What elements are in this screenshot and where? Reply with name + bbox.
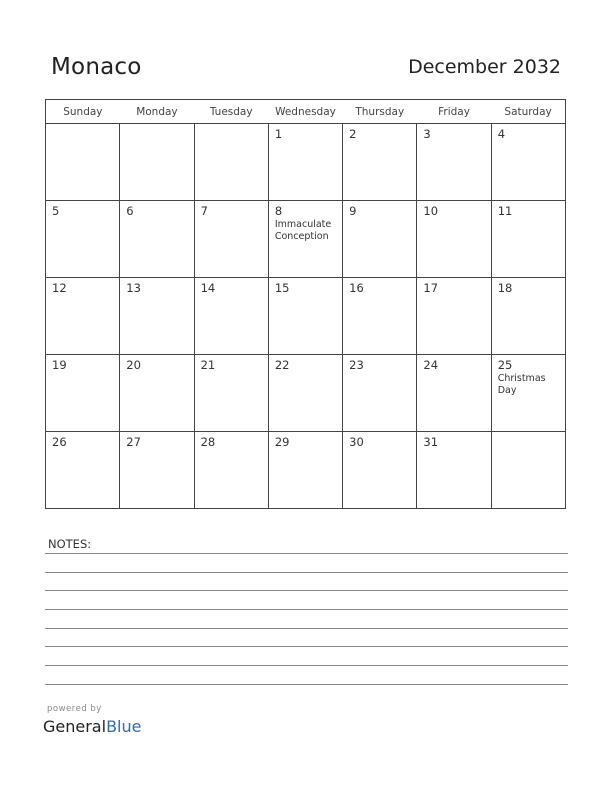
day-cell	[120, 201, 194, 278]
day-cell	[268, 278, 342, 355]
note-line	[45, 684, 568, 685]
day-cell	[46, 432, 120, 509]
day-cell	[343, 201, 417, 278]
day-cell	[120, 278, 194, 355]
country-title: Monaco	[51, 54, 142, 80]
day-number: 10	[423, 204, 439, 218]
week-row	[46, 278, 566, 355]
day-cell	[343, 278, 417, 355]
day-number: 24	[423, 358, 439, 372]
weekday-monday: Monday	[120, 100, 194, 124]
day-cell	[417, 278, 491, 355]
weekday-thursday: Thursday	[343, 100, 417, 124]
day-cell	[194, 124, 268, 201]
week-row	[46, 355, 566, 432]
day-cell	[194, 432, 268, 509]
day-number: 6	[126, 204, 134, 218]
weekday-tuesday: Tuesday	[194, 100, 268, 124]
day-number: 28	[200, 435, 216, 449]
day-number: 3	[423, 127, 431, 141]
day-cell	[46, 201, 120, 278]
note-line	[45, 590, 568, 591]
week-row	[46, 201, 566, 278]
day-number: 30	[349, 435, 364, 449]
day-number: 13	[126, 281, 141, 295]
day-number: 18	[497, 281, 513, 295]
day-cell	[268, 355, 342, 432]
week-row	[46, 124, 566, 201]
month-year-title: December 2032	[408, 56, 561, 78]
calendar-body	[46, 124, 566, 509]
day-cell	[46, 124, 120, 201]
day-number: 20	[126, 358, 141, 372]
day-cell	[491, 278, 565, 355]
holiday-label: Christmas Day	[497, 373, 546, 396]
day-number: 2	[349, 127, 357, 141]
day-cell	[491, 355, 565, 432]
day-cell	[46, 278, 120, 355]
day-number: 1	[274, 127, 283, 141]
weekday-header-row	[46, 100, 566, 124]
day-number: 16	[349, 281, 364, 295]
day-cell	[417, 355, 491, 432]
day-cell	[46, 355, 120, 432]
day-cell	[268, 124, 342, 201]
day-cell	[417, 432, 491, 509]
day-number: 22	[274, 358, 290, 372]
calendar-grid	[45, 99, 566, 509]
notes-label: NOTES:	[48, 537, 92, 551]
day-cell	[120, 432, 194, 509]
day-cell	[417, 201, 491, 278]
day-number: 7	[200, 204, 208, 218]
day-number: 19	[52, 358, 67, 372]
note-line	[45, 646, 568, 647]
weekday-friday: Friday	[417, 100, 491, 124]
powered-by-text: powered by	[47, 704, 102, 714]
brand-general: General	[43, 717, 107, 736]
day-number: 31	[423, 435, 439, 449]
week-row	[46, 432, 566, 509]
day-cell	[491, 432, 565, 509]
day-cell	[268, 201, 342, 278]
brand-blue: Blue	[106, 717, 142, 736]
day-cell	[491, 124, 565, 201]
day-number: 9	[349, 204, 357, 218]
day-cell	[120, 124, 194, 201]
day-cell	[120, 355, 194, 432]
note-line	[45, 665, 568, 666]
day-number: 4	[497, 127, 506, 141]
day-number: 27	[126, 435, 141, 449]
day-cell	[343, 432, 417, 509]
day-number: 25	[497, 358, 513, 372]
day-cell	[194, 355, 268, 432]
holiday-label: Immaculate Conception	[274, 219, 332, 242]
note-line	[45, 628, 568, 629]
weekday-wednesday: Wednesday	[268, 100, 342, 124]
day-number: 8	[274, 204, 283, 218]
day-number: 29	[274, 435, 290, 449]
day-cell	[194, 278, 268, 355]
day-cell	[417, 124, 491, 201]
day-number: 26	[52, 435, 67, 449]
generalblue-logo	[43, 717, 141, 736]
day-number: 11	[497, 204, 513, 218]
day-cell	[268, 432, 342, 509]
weekday-saturday: Saturday	[491, 100, 565, 124]
day-number: 15	[274, 281, 290, 295]
weekday-sunday: Sunday	[46, 100, 120, 124]
day-number: 14	[200, 281, 216, 295]
day-cell	[194, 201, 268, 278]
note-line	[45, 609, 568, 610]
note-line	[45, 572, 568, 573]
day-number: 23	[349, 358, 364, 372]
note-line	[45, 553, 568, 554]
day-cell	[343, 355, 417, 432]
day-number: 21	[200, 358, 216, 372]
day-cell	[491, 201, 565, 278]
day-number: 5	[52, 204, 60, 218]
day-number: 17	[423, 281, 439, 295]
day-number: 12	[52, 281, 67, 295]
day-cell	[343, 124, 417, 201]
